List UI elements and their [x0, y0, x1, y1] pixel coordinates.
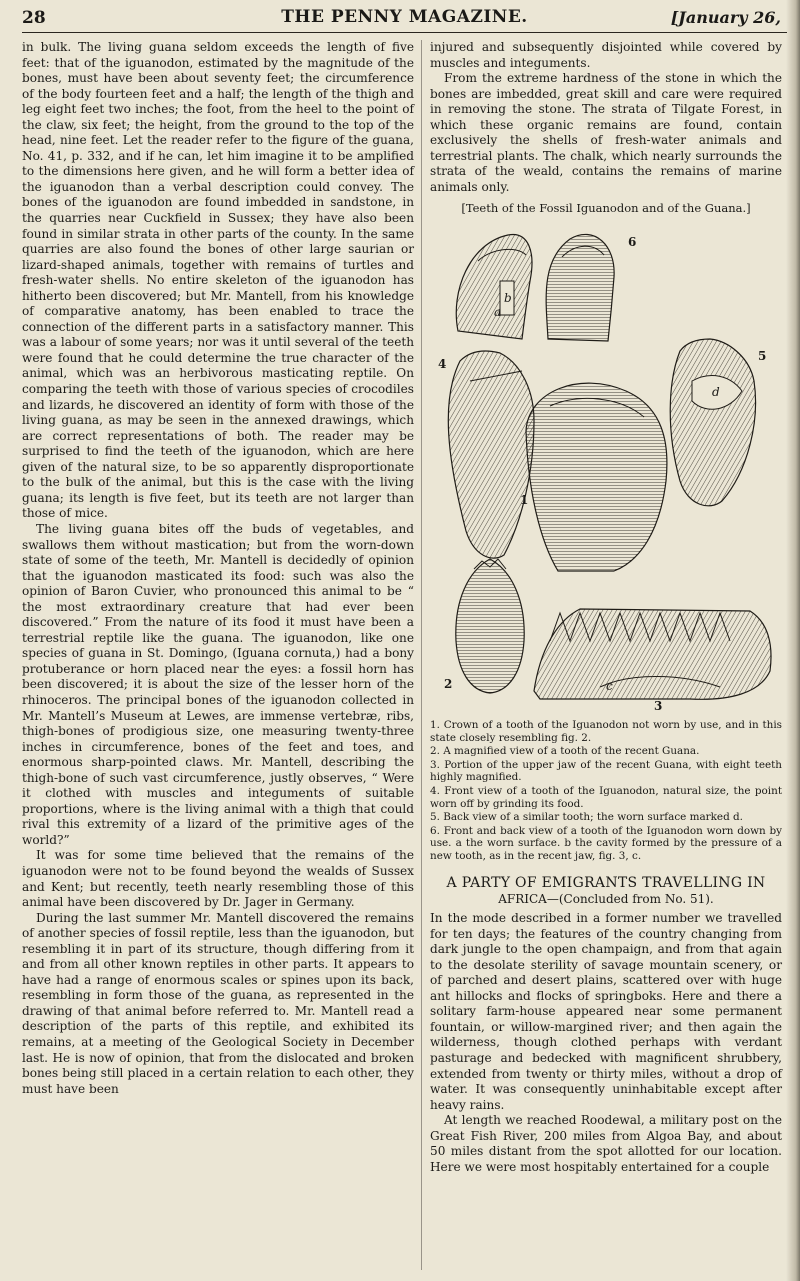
paragraph: in bulk. The living guana seldom exceeds the length of five feet: that of the iguanodon, estimated by the magnitude of the bones, must have been about seventy feet; the circumference of the body fourteen feet and a half; the length of the thigh and leg eight feet two inches; the foot, from the heel to the point of the claw, six feet; the height, from the ground to the top of the head, nine feet. Let the reader refer to the figure of the guana, No. 41, p. 332, and if he can, let him imagine it to be amplified to the dimensions here given, and he will form a better idea of the iguanodon than a verbal description could convey. The bones of the iguanodon are found imbedded in sandstone, in the quarries near Cuckfield in Sussex; they have also been found in similar strata in other parts of the county. In the same quarries are also found the bones of other large saurian or lizard-shaped animals, together with remains of turtles and fresh-water shells. No entire skeleton of the iguanodon has hitherto been discovered; but Mr. Mantell, from his knowledge of comparative anatomy, has been enabled to trace the connection of the different parts in a satisfactory manner. This was a labour of some years; nor was it until several of the teeth were found that he could determine the true character of the animal, which was an herbivorous masticating reptile. On comparing the teeth with those of various species of crocodiles and lizards, he discovered an identity of form with those of the living guana, as may be seen in the annexed drawings, which are correct representations of both. The reader may be surprised to find the teeth of the iguanodon, which are here given of the natural size, to be so apparently disproportionate to the bulk of the animal, but this is the case with the living guana; its length is five feet, but its teeth are not larger than those of mice.: [22, 40, 414, 521]
caption-3: 3. Portion of the upper jaw of the recent Guana, with eight teeth highly magnified.: [430, 758, 782, 784]
fig5-tooth: [670, 339, 755, 506]
label-6: 6: [628, 235, 637, 250]
article-title: A PARTY OF EMIGRANTS TRAVELLING IN: [446, 874, 766, 891]
fig2-tooth: [456, 559, 524, 693]
label-1: 1: [520, 493, 529, 508]
paragraph: During the last summer Mr. Mantell discovered the remains of another species of fossil reptile, less than the iguanodon, but resembling it in part of its structure, though differing from it and from all other known reptiles in other parts. It appears to have had a range of enormous scales or spines upon its back, resembling in form those of the guana, as represented in the drawing of that animal before referred to. Mr. Mantell read a description of the parts of this reptile, and exhibited its remains, at a meeting of the Geological Society in December last. He is now of opinion, that from the dislocated and broken bones being still placed in a certain relation to each other, they must have been: [22, 910, 414, 1096]
label-3: 3: [654, 699, 663, 714]
paragraph: injured and subsequently disjointed while covered by muscles and integuments.: [430, 40, 782, 70]
issue-date: [January 26,: [670, 8, 781, 27]
caption-4: 4. Front view of a tooth of the Iguanodon, natural size, the point worn off by grinding its food.: [430, 784, 782, 810]
label-c: c: [606, 679, 613, 694]
right-column: [430, 40, 782, 1175]
fig1-tooth: [526, 383, 667, 571]
paragraph: It was for some time believed that the remains of the iguanodon were not to be found beyond the wealds of Sussex and Kent; but recently, teeth nearly resembling those of this animal have been discovered by Dr. Jager in Germany.: [22, 848, 414, 910]
column-divider: [421, 40, 422, 1270]
paragraph: At length we reached Roodewal, a military post on the Great Fish River, 200 miles from Algoa Bay, and about 50 miles distant from the spot allotted for our location. Here we were most hospitably entertained for a couple: [430, 1113, 782, 1174]
figure-title: [Teeth of the Fossil Iguanodon and of the Guana.]: [461, 201, 751, 216]
paragraph: The living guana bites off the buds of vegetables, and swallows them without mastication; but from the worn-down state of some of the teeth, Mr. Mantell is decidedly of opinion that the iguanodon masticated its food: such was also the opinion of Baron Cuvier, who pronounced this animal to be “ the most extraordinary creature that had ever been discovered.” From the nature of its food it must have been a terrestrial reptile like the guana. The iguanodon, like one species of guana in St. Domingo, (Iguana cornuta,) had a bony protuberance or horn placed near the eyes: a fossil horn has been discovered; it is about the size of the lesser horn of the rhinoceros. The principal bones of the iguanodon collected in Mr. Mantell’s Museum at Lewes, are immense vertebræ, ribs, thigh-bones of prodigious size, one measuring twenty-three inches in circumference, bones of the feet and toes, and enormous sharp-pointed claws. Mr. Mantell, describing the thigh-bone of such vast circumference, justly observes, “ Were it clothed with muscles and integuments of suitable proportions, where is the living animal with a thigh that could rival this extremity of a lizard of the primitive ages of the world?”: [22, 521, 414, 847]
label-2: 2: [444, 677, 453, 692]
teeth-engraving: [430, 221, 782, 715]
label-d: d: [712, 385, 720, 400]
label-b: b: [504, 291, 512, 306]
label-a: a: [494, 305, 502, 320]
article-subtitle: AFRICA—(Concluded from No. 51).: [498, 891, 714, 906]
page-header: [22, 4, 787, 33]
teeth-illustration: [430, 221, 782, 715]
page-edge-shadow: [786, 0, 800, 1281]
caption-6: 6. Front and back view of a tooth of the Iguanodon worn down by use. a the worn surface. b the cavity formed by the pressure of a new tooth, as in the recent jaw, fig. 3, c.: [430, 824, 782, 862]
caption-5: 5. Back view of a similar tooth; the worn surface marked d.: [430, 811, 743, 824]
caption-1: 1. Crown of a tooth of the Iguanodon not worn by use, and in this state closely resembling fig. 2.: [430, 719, 782, 744]
label-4: 4: [438, 357, 447, 372]
fig3-jaw: [534, 609, 771, 699]
magazine-title: THE PENNY MAGAZINE.: [281, 7, 528, 27]
label-5: 5: [758, 349, 767, 364]
paragraph: In the mode described in a former number we travelled for ten days; the features of the country changing from dark jungle to the open champaign, and from that again to the desolate sterility of savage mountain scenery, or of parched and desert plains, scattered over with huge ant hillocks and flocks of springboks. Here and there a solitary farm-house appeared near some permanent fountain, or willow-margined river; and then again the wilderness, though clothed perhaps with verdant pasturage and bedecked with magnificent shrubbery, extended from twenty or thirty miles, without a drop of water. It was consequently uninhabitable except after heavy rains.: [430, 911, 782, 1112]
left-column: [22, 40, 414, 1097]
caption-2: 2. A magnified view of a tooth of the recent Guana.: [430, 745, 700, 758]
paragraph: From the extreme hardness of the stone in which the bones are imbedded, great skill and care were required in removing the stone. The strata of Tilgate Forest, in which these organic remains are found, contain exclusively the shells of fresh-water animals and terrestrial plants. The chalk, which nearly surrounds the strata of the weald, contains the remains of marine animals only.: [430, 71, 782, 194]
fig4-tooth: [448, 351, 534, 558]
figure-captions: [430, 719, 782, 863]
fig6-teeth: [456, 234, 614, 341]
page-number: 28: [22, 8, 46, 28]
